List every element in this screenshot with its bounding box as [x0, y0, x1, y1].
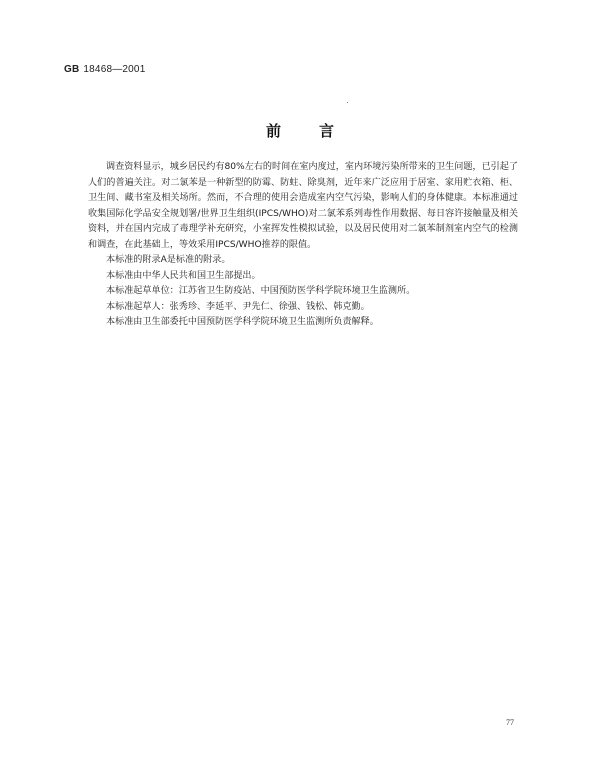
page-title: 前言: [265, 122, 372, 140]
paragraph-background: 调查资料显示，城乡居民约有80%左右的时间在室内度过，室内环境污染所带来的卫生问题，已引起了人们的普遍关注。对二氯苯是一种新型的防霉、防蛀、除臭剂，近年来广泛应用于居室、家用贮衣箱、柜、卫生间、藏书室及相关场所。然而，不合理的使用会造成室内空气污染，影响人们的身体健康。本标准通过收集国际化学品安全规划署/世界卫生组织(IPCS/WHO)对二氯苯系列毒性作用数据、每日容许接触量及相关资料，并在国内完成了毒理学补充研究，小室挥发性模拟试验，以及居民使用对二氯苯制剂室内空气的检测和调查，在此基础上，等效采用IPCS/WHO推荐的限值。: [88, 162, 518, 250]
paragraph-drafting-units: 本标准起草单位：江苏省卫生防疫站、中国预防医学科学院环境卫生监测所。: [106, 286, 416, 296]
paragraph-proposer: 本标准由中华人民共和国卫生部提出。: [106, 270, 261, 281]
standard-number: 18468—2001: [83, 64, 146, 75]
paragraph-interpretation: 本标准由卫生部委托中国预防医学科学院环境卫生监测所负责解释。: [106, 317, 379, 327]
page-number: 77: [506, 718, 514, 727]
standard-prefix: GB: [64, 64, 80, 75]
paragraph-drafters: 本标准起草人：张秀珍、李延平、尹先仁、徐强、钱松、韩克勤。: [106, 301, 370, 312]
foreword-body: [88, 160, 518, 331]
scan-speck: [347, 102, 348, 103]
standard-code: [64, 64, 145, 75]
paragraph-appendix: 本标准的附录A是标准的附录。: [106, 255, 231, 265]
